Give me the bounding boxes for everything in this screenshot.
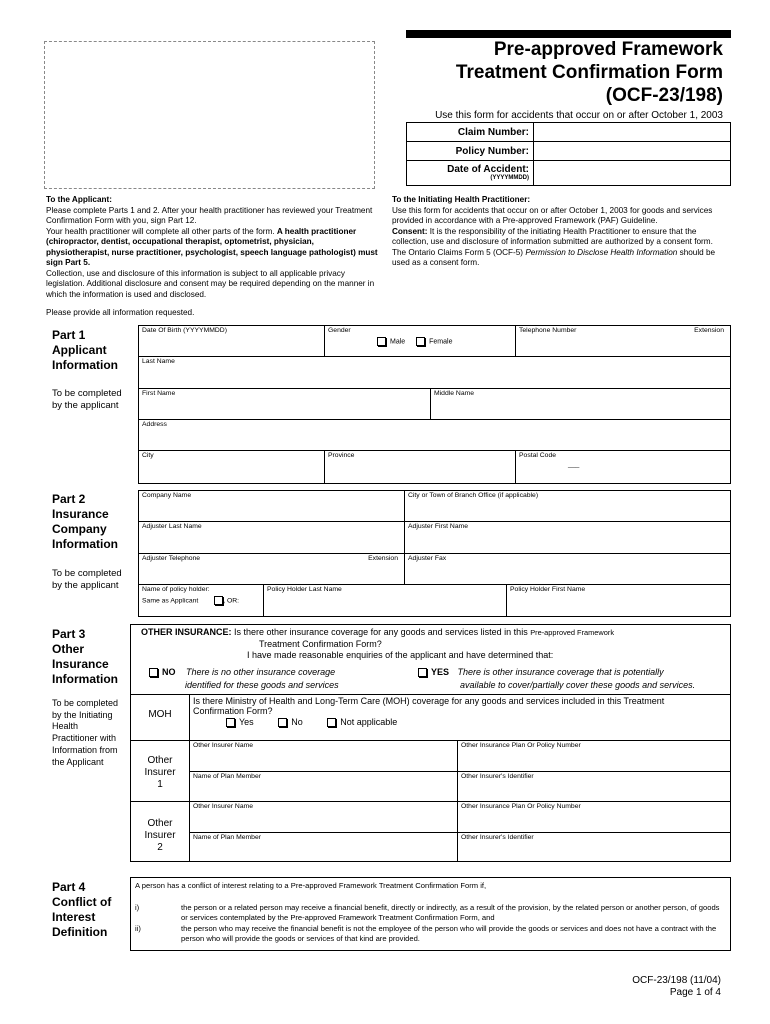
part1-subtitle bbox=[52, 388, 122, 412]
oi1-label-a: Other bbox=[147, 755, 173, 766]
part3-sub-6: the Applicant bbox=[52, 756, 104, 767]
province-field[interactable] bbox=[325, 451, 516, 483]
part3-sub-2: by the Initiating bbox=[52, 709, 113, 720]
other-insurance-line2: Treatment Confirmation Form? bbox=[259, 639, 382, 649]
gender-field bbox=[325, 326, 516, 357]
oi2-plan-policy-field[interactable] bbox=[458, 802, 730, 833]
part2-title-2: Insurance bbox=[52, 507, 109, 521]
company-name-label: Company Name bbox=[142, 492, 192, 499]
part2-sub-2: by the applicant bbox=[52, 580, 119, 591]
title-bar bbox=[406, 30, 731, 38]
oi1-plan-policy-label: Other Insurance Plan Or Policy Number bbox=[461, 742, 581, 749]
part3-sub-3: Health bbox=[52, 721, 79, 732]
date-format-hint: (YYYYMMDD) bbox=[490, 175, 529, 181]
male-label: Male bbox=[390, 338, 406, 346]
part4-title-1: Part 4 bbox=[52, 880, 86, 894]
yes-text-2: available to cover/partially cover these goods and services. bbox=[460, 680, 696, 690]
moh-no-label: No bbox=[291, 717, 303, 727]
middle-name-field[interactable] bbox=[431, 389, 730, 420]
postal-code-label: Postal Code bbox=[519, 452, 557, 459]
province-label: Province bbox=[328, 452, 355, 459]
no-label: NO bbox=[162, 667, 176, 677]
moh-question-line2: Confirmation Form? bbox=[193, 706, 273, 716]
adjuster-fax-label: Adjuster Fax bbox=[408, 555, 447, 562]
moh-label: MOH bbox=[131, 695, 190, 741]
logo-placeholder-box bbox=[44, 41, 375, 189]
other-insurance-question-small: Pre-approved Framework bbox=[530, 628, 615, 637]
same-as-applicant-label: Same as Applicant bbox=[142, 597, 199, 605]
moh-not-applicable-checkbox[interactable] bbox=[327, 718, 336, 727]
yes-checkbox[interactable] bbox=[418, 668, 427, 677]
oi2-plan-member-field[interactable] bbox=[190, 833, 458, 861]
postal-code-field[interactable] bbox=[516, 451, 730, 483]
part3-title-3: Insurance bbox=[52, 657, 109, 671]
part4-box bbox=[130, 877, 731, 951]
part4-ii-text: the person who may receive the financial benefit is not the employee of the person who will provide the goods or services and does not have a contract with the person who will provide the goods or services of that kind are provided. bbox=[181, 924, 717, 943]
policy-holder-first-name-field[interactable] bbox=[507, 585, 730, 616]
oi1-plan-member-field[interactable] bbox=[190, 772, 458, 802]
adjuster-last-name-label: Adjuster Last Name bbox=[142, 523, 202, 530]
oi1-insurer-name-field[interactable] bbox=[190, 741, 458, 772]
footer-form-id: OCF-23/198 (11/04) bbox=[632, 975, 721, 986]
yes-text-1: There is other insurance coverage that is potentially bbox=[457, 667, 664, 677]
no-text-1: There is no other insurance coverage bbox=[186, 667, 336, 677]
city-label: City bbox=[142, 452, 154, 459]
dob-label: Date Of Birth (YYYYMMDD) bbox=[142, 327, 227, 334]
part4-title-3: Interest bbox=[52, 910, 96, 924]
title-line-2: Treatment Confirmation Form bbox=[455, 62, 723, 83]
oi2-label-b: Insurer bbox=[144, 830, 176, 841]
applicant-instructions-line2 bbox=[46, 227, 378, 269]
oi2-identifier-field[interactable] bbox=[458, 833, 730, 861]
adjuster-telephone-field[interactable] bbox=[139, 554, 405, 585]
part2-title-3: Company bbox=[52, 522, 107, 536]
title-line-1: Pre-approved Framework bbox=[493, 39, 723, 60]
adjuster-telephone-label: Adjuster Telephone bbox=[142, 555, 201, 562]
last-name-label: Last Name bbox=[142, 358, 175, 365]
part1-grid bbox=[138, 325, 731, 484]
moh-yes-label: Yes bbox=[239, 717, 254, 727]
gender-label: Gender bbox=[328, 327, 351, 334]
last-name-field[interactable] bbox=[139, 357, 730, 389]
applicant-instr-2b: A health practitioner (chiropractor, dentist, occupational therapist, optometrist, physician, physiotherapist, nurse practitioner, psychologist, speech language pathologist) must sign Part 5. bbox=[46, 226, 378, 267]
oi1-identifier-label: Other Insurer's Identifier bbox=[461, 773, 534, 780]
gender-options bbox=[377, 337, 452, 346]
footer-page-number: Page 1 of 4 bbox=[669, 987, 721, 998]
company-name-field[interactable] bbox=[139, 491, 405, 522]
first-name-label: First Name bbox=[142, 390, 176, 397]
no-text-2: identified for these goods and services bbox=[185, 680, 339, 690]
oi1-identifier-field[interactable] bbox=[458, 772, 730, 802]
other-insurance-line1 bbox=[141, 627, 614, 637]
consent-italic: Permission to Disclose Health Information bbox=[525, 247, 678, 257]
claim-number-field[interactable] bbox=[534, 123, 731, 142]
form-subtitle: Use this form for accidents that occur on or after October 1, 2003 bbox=[435, 110, 723, 121]
part3-sub-5: Information from bbox=[52, 744, 118, 755]
footer bbox=[560, 975, 721, 999]
policy-holder-first-name-label: Policy Holder First Name bbox=[510, 586, 586, 593]
part3-grid bbox=[130, 624, 731, 862]
part3-subtitle bbox=[52, 698, 118, 768]
part1-title-1: Part 1 bbox=[52, 328, 86, 342]
part4-ii-label: ii) bbox=[135, 924, 141, 933]
applicant-instructions bbox=[46, 195, 378, 300]
first-name-field[interactable] bbox=[139, 389, 431, 420]
no-option bbox=[149, 667, 335, 677]
other-insurance-label: OTHER INSURANCE: bbox=[141, 627, 232, 637]
oi1-label-c: 1 bbox=[157, 779, 163, 790]
same-as-applicant-row bbox=[142, 596, 260, 605]
oi2-plan-policy-label: Other Insurance Plan Or Policy Number bbox=[461, 803, 581, 810]
oi1-plan-policy-field[interactable] bbox=[458, 741, 730, 772]
policy-number-label: Policy Number: bbox=[407, 142, 534, 161]
oi2-insurer-name-label: Other Insurer Name bbox=[193, 803, 254, 810]
adjuster-last-name-field[interactable] bbox=[139, 522, 405, 554]
form-title bbox=[406, 38, 723, 107]
male-checkbox[interactable] bbox=[377, 337, 386, 346]
moh-question-line1: Is there Ministry of Health and Long-Term Care (MOH) coverage for any goods and services included in this Treatment bbox=[193, 696, 665, 706]
part1-title-2: Applicant bbox=[52, 343, 107, 357]
part2-title bbox=[52, 492, 118, 552]
part4-i-label: i) bbox=[135, 903, 140, 912]
female-label: Female bbox=[429, 338, 453, 346]
part1-title bbox=[52, 328, 118, 373]
practitioner-instructions bbox=[392, 195, 727, 269]
policy-holder-name-label: Name of policy holder: bbox=[142, 586, 210, 593]
adjuster-first-name-label: Adjuster First Name bbox=[408, 523, 469, 530]
part1-sub-2: by the applicant bbox=[52, 400, 119, 411]
practitioner-instructions-line1: Use this form for accidents that occur on or after October 1, 2003 for goods and services provided in accordance with a Pre-approved Framework (PAF) Guideline. bbox=[392, 205, 713, 225]
branch-city-field[interactable] bbox=[405, 491, 730, 522]
oi1-label-b: Insurer bbox=[144, 767, 176, 778]
moh-yes-checkbox[interactable] bbox=[226, 718, 235, 727]
part1-title-3: Information bbox=[52, 358, 118, 372]
policy-number-field[interactable] bbox=[534, 142, 731, 161]
part3-sub-4: Practitioner with bbox=[52, 733, 117, 744]
part4-title-2: Conflict of bbox=[52, 895, 112, 909]
consent-label: Consent: bbox=[392, 226, 428, 236]
policy-holder-last-name-label: Policy Holder Last Name bbox=[267, 586, 342, 593]
postal-code-separator: ___ bbox=[568, 461, 580, 468]
middle-name-label: Middle Name bbox=[434, 390, 475, 397]
practitioner-instructions-heading: To the Initiating Health Practitioner: bbox=[392, 195, 531, 204]
oi2-plan-member-label: Name of Plan Member bbox=[193, 834, 261, 841]
oi2-label-a: Other bbox=[147, 818, 173, 829]
oi1-plan-member-label: Name of Plan Member bbox=[193, 773, 261, 780]
applicant-instr-2a: Your health practitioner will complete all other parts of the form. bbox=[46, 226, 275, 236]
part3-title-2: Other bbox=[52, 642, 85, 656]
consent-end: should be used as a consent form. bbox=[392, 247, 716, 267]
consent-text: It is the responsibility of the initiating Health Practitioner to ensure that the collection, use and disclosure of information submitted are authorized by a consent form. The Ontario Claims Form 5 (OCF-5) bbox=[392, 226, 713, 257]
moh-question bbox=[190, 695, 730, 741]
telephone-extension-label: Extension bbox=[694, 327, 724, 334]
female-checkbox[interactable] bbox=[416, 337, 425, 346]
applicant-instructions-heading: To the Applicant: bbox=[46, 195, 112, 204]
part3-sub-1: To be completed bbox=[52, 698, 119, 708]
other-insurance-question bbox=[131, 625, 730, 695]
part2-title-4: Information bbox=[52, 537, 118, 551]
dob-field[interactable] bbox=[139, 326, 325, 357]
part3-title bbox=[52, 627, 118, 687]
same-as-applicant-checkbox[interactable] bbox=[214, 596, 223, 605]
date-of-accident-label bbox=[407, 161, 534, 186]
part2-grid bbox=[138, 490, 731, 617]
title-line-3: (OCF-23/198) bbox=[605, 85, 723, 106]
yes-label: YES bbox=[431, 667, 450, 677]
part3-title-4: Information bbox=[52, 672, 118, 686]
policy-holder-last-name-field[interactable] bbox=[264, 585, 507, 616]
part3-title-1: Part 3 bbox=[52, 627, 86, 641]
part4-title-4: Definition bbox=[52, 925, 108, 939]
claim-number-label: Claim Number: bbox=[407, 123, 534, 142]
part4-intro: A person has a conflict of interest relating to a Pre-approved Framework Treatment Confirmation Form if, bbox=[135, 881, 487, 890]
part2-sub-1: To be completed bbox=[52, 568, 122, 579]
applicant-instructions-line3: Collection, use and disclosure of this information is subject to all applicable privacy legislation. Additional disclosure and consent may be required depending on the manner in which the information is used and disclosed. bbox=[46, 268, 375, 299]
yes-option bbox=[418, 667, 664, 677]
city-field[interactable] bbox=[139, 451, 325, 483]
address-field[interactable] bbox=[139, 420, 730, 451]
policy-holder-name-cell bbox=[139, 585, 264, 616]
or-label: , OR: bbox=[223, 597, 240, 605]
claim-info-table bbox=[406, 122, 731, 186]
part4-title bbox=[52, 880, 111, 940]
part4-i-text: the person or a related person may receive a financial benefit, directly or indirectly, as a result of the provision, by the related person or another person, of goods or services contemplated by the Pre-approved Framework Treatment Confirmation Form, and bbox=[181, 903, 720, 922]
part1-sub-1: To be completed bbox=[52, 388, 122, 399]
branch-city-label: City or Town of Branch Office (if applicable) bbox=[408, 492, 539, 499]
adjuster-fax-field[interactable] bbox=[405, 554, 730, 585]
other-insurance-line3: I have made reasonable enquiries of the applicant and have determined that: bbox=[247, 650, 554, 660]
part2-subtitle bbox=[52, 568, 122, 592]
date-of-accident-field[interactable] bbox=[534, 161, 731, 186]
oi2-label-c: 2 bbox=[157, 842, 163, 853]
oi1-insurer-name-label: Other Insurer Name bbox=[193, 742, 254, 749]
address-label: Address bbox=[142, 421, 167, 428]
practitioner-instructions-line2 bbox=[392, 227, 727, 269]
please-provide-text: Please provide all information requested. bbox=[46, 308, 195, 317]
oi2-identifier-label: Other Insurer's Identifier bbox=[461, 834, 534, 841]
moh-no-checkbox[interactable] bbox=[278, 718, 287, 727]
other-insurance-question-text: Is there other insurance coverage for any goods and services listed in this bbox=[234, 627, 528, 637]
date-of-accident-text: Date of Accident: bbox=[447, 164, 529, 175]
moh-not-applicable-label: Not applicable bbox=[340, 717, 398, 727]
moh-options bbox=[226, 717, 727, 727]
no-checkbox[interactable] bbox=[149, 668, 158, 677]
applicant-instructions-line1: Please complete Parts 1 and 2. After your health practitioner has reviewed your Treatment Confirmation Form with you, sign Part 12. bbox=[46, 205, 373, 225]
oi2-insurer-name-field[interactable] bbox=[190, 802, 458, 833]
telephone-label: Telephone Number bbox=[519, 327, 577, 334]
adjuster-extension-label: Extension bbox=[368, 555, 398, 562]
part2-title-1: Part 2 bbox=[52, 492, 86, 506]
other-insurer-1-label bbox=[131, 741, 190, 802]
other-insurer-2-label bbox=[131, 802, 190, 861]
telephone-field[interactable] bbox=[516, 326, 730, 357]
adjuster-first-name-field[interactable] bbox=[405, 522, 730, 554]
